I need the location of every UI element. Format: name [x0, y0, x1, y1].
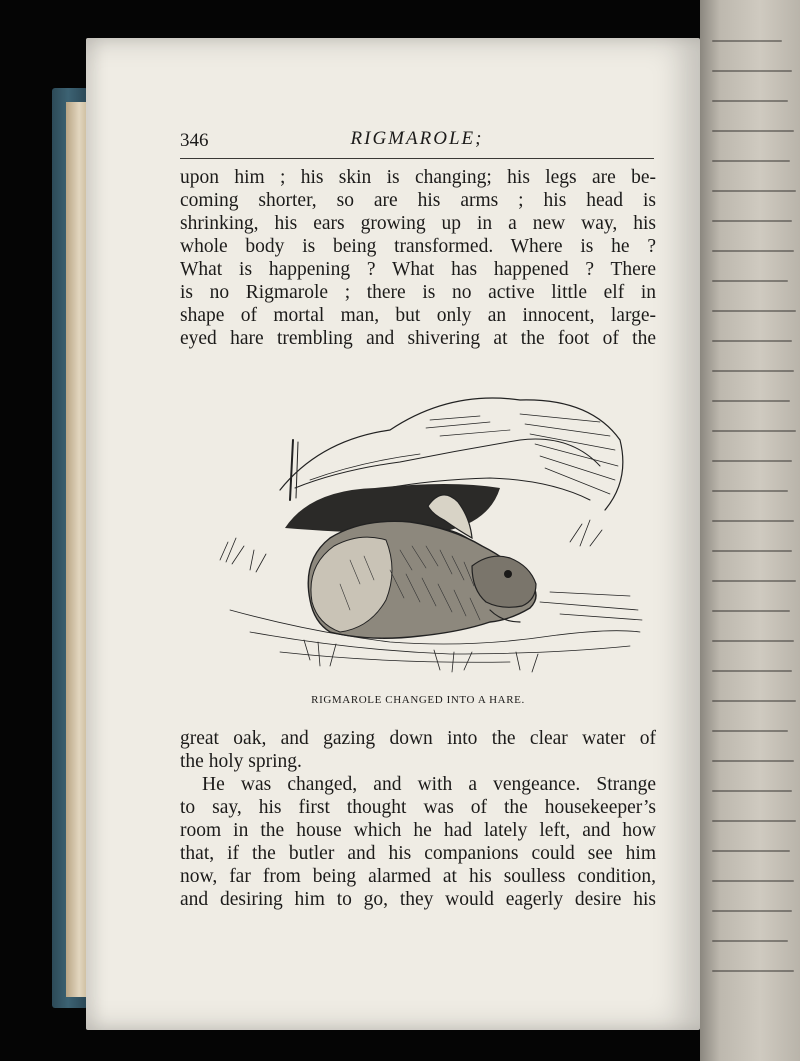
text-line: is no Rigmarole ; there is no active little elf in — [180, 282, 656, 303]
illustration-caption: RIGMAROLE CHANGED INTO A HARE. — [311, 694, 525, 706]
book-page — [86, 38, 700, 1030]
running-head: RIGMAROLE; — [350, 128, 484, 149]
text-line: great oak, and gazing down into the clear water of — [180, 728, 656, 749]
page-number: 346 — [180, 130, 209, 151]
text-line: and desiring him to go, they would eagerly desire his — [180, 889, 656, 910]
text-line: shrinking, his ears growing up in a new way, his — [180, 213, 656, 234]
page-edges — [66, 102, 88, 997]
text-line: coming shorter, so are his arms ; his head is — [180, 190, 656, 211]
facing-page — [700, 0, 800, 1061]
text-line: He was changed, and with a vengeance. Strange — [202, 774, 656, 795]
body-text-bottom — [180, 727, 656, 911]
hare-illustration — [190, 370, 650, 690]
text-line: upon him ; his skin is changing; his legs are be- — [180, 167, 656, 188]
text-line: to say, his first thought was of the housekeeper’s — [180, 797, 656, 818]
text-line: whole body is being transformed. Where is he ? — [180, 236, 656, 257]
text-line: eyed hare trembling and shivering at the foot of the — [180, 328, 656, 349]
text-line: that, if the butler and his companions could see him — [180, 843, 656, 864]
body-text-top — [180, 166, 656, 350]
text-line: shape of mortal man, but only an innocent, large- — [180, 305, 656, 326]
text-line: room in the house which he had lately left, and how — [180, 820, 656, 841]
page-header — [180, 128, 654, 159]
text-line: now, far from being alarmed at his soulless condition, — [180, 866, 656, 887]
text-line: What is happening ? What has happened ? There — [180, 259, 656, 280]
text-line: the holy spring. — [180, 751, 302, 772]
